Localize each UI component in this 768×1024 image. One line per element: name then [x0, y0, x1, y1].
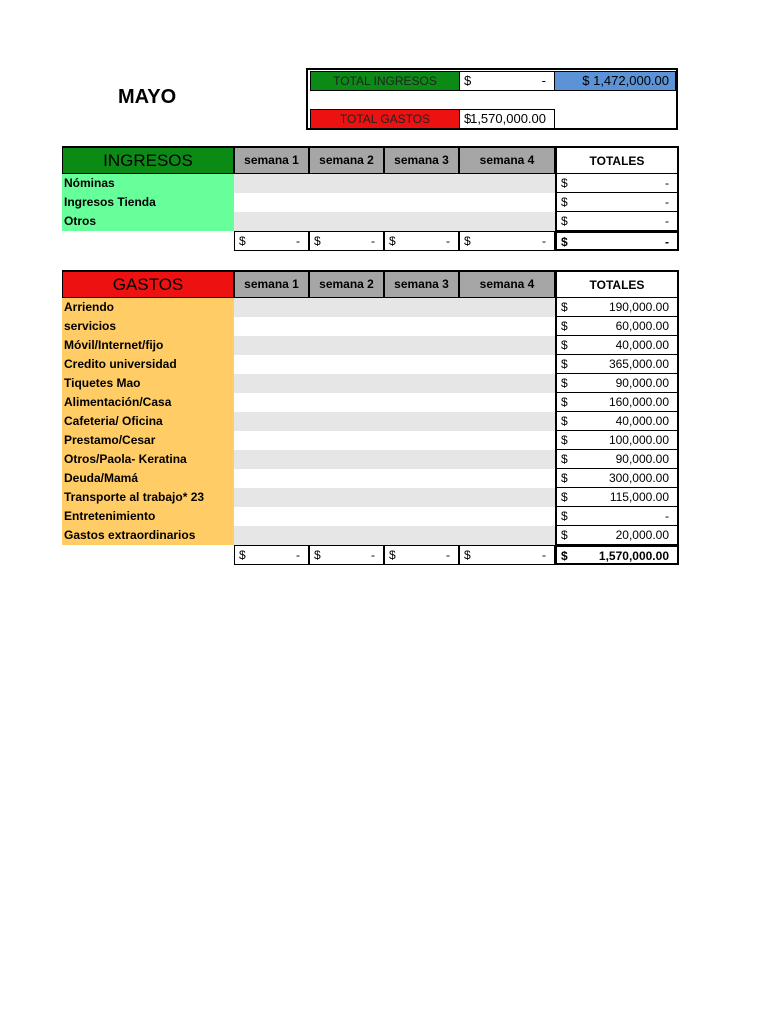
gastos-week-cells[interactable]	[234, 488, 555, 507]
net-total-cell[interactable]: $ 1,472,000.00	[554, 71, 676, 91]
gastos-row-label: Transporte al trabajo* 23	[64, 490, 205, 504]
currency-symbol: $	[561, 319, 568, 333]
ingresos-row-total[interactable]	[555, 174, 679, 193]
gastos-header-semana-3: semana 3	[384, 270, 459, 298]
gastos-row-total[interactable]	[555, 469, 679, 488]
gastos-week-cells[interactable]	[234, 374, 555, 393]
ingresos-row-label: Otros	[64, 214, 97, 228]
gastos-section-title: GASTOS	[62, 270, 234, 298]
gastos-footer-semana-1[interactable]	[234, 545, 309, 565]
ingresos-header-semana-4: semana 4	[459, 146, 555, 174]
ingresos-footer-total[interactable]	[555, 231, 679, 251]
gastos-row-total[interactable]	[555, 526, 679, 545]
gastos-row-label: Gastos extraordinarios	[64, 528, 196, 542]
currency-symbol: $	[561, 300, 568, 314]
row-total-value: -	[665, 195, 669, 209]
footer-week-value: -	[446, 234, 450, 248]
ingresos-footer-semana-4[interactable]	[459, 231, 555, 251]
gastos-footer-semana-2[interactable]	[309, 545, 384, 565]
footer-week-value: -	[542, 548, 546, 562]
gastos-row-total[interactable]	[555, 412, 679, 431]
month-title: MAYO	[118, 86, 177, 108]
gastos-row-total[interactable]	[555, 336, 679, 355]
gastos-row-total[interactable]	[555, 298, 679, 317]
footer-week-value: -	[371, 234, 375, 248]
currency-symbol: $	[389, 548, 396, 562]
ingresos-header-semana-3: semana 3	[384, 146, 459, 174]
ingresos-footer-semana-2[interactable]	[309, 231, 384, 251]
gastos-header-semana-1: semana 1	[234, 270, 309, 298]
gastos-row-label: Entretenimiento	[64, 509, 156, 523]
currency-symbol: $	[464, 234, 471, 248]
gastos-row-label: Otros/Paola- Keratina	[64, 452, 187, 466]
gastos-row-total[interactable]	[555, 450, 679, 469]
gastos-week-cells[interactable]	[234, 355, 555, 374]
row-total-value: 300,000.00	[608, 471, 669, 485]
gastos-row-label: Prestamo/Cesar	[64, 433, 156, 447]
summary-block	[306, 68, 678, 130]
ingresos-row-total[interactable]	[555, 193, 679, 212]
currency-symbol: $	[314, 234, 321, 248]
gastos-row-total[interactable]	[555, 355, 679, 374]
row-total-value: 40,000.00	[615, 414, 669, 428]
gastos-row-total[interactable]	[555, 488, 679, 507]
gastos-row-total[interactable]	[555, 374, 679, 393]
total-gastos-cell[interactable]	[459, 109, 555, 129]
gastos-header-totales: TOTALES	[555, 270, 679, 298]
gastos-row-label: Móvil/Internet/fijo	[64, 338, 164, 352]
row-total-value: -	[665, 509, 669, 523]
gastos-week-cells[interactable]	[234, 336, 555, 355]
ingresos-header-semana-2: semana 2	[309, 146, 384, 174]
gastos-footer-semana-3[interactable]	[384, 545, 459, 565]
currency-symbol: $	[561, 528, 568, 542]
footer-week-value: -	[446, 548, 450, 562]
currency-symbol: $	[561, 235, 568, 249]
ingresos-week-cells[interactable]	[234, 193, 555, 212]
currency-symbol: $	[239, 234, 246, 248]
footer-total-value: 1,570,000.00	[598, 549, 669, 563]
currency-symbol: $	[561, 509, 568, 523]
gastos-week-cells[interactable]	[234, 412, 555, 431]
ingresos-week-cells[interactable]	[234, 174, 555, 193]
currency-symbol: $	[561, 376, 568, 390]
ingresos-row-label: Ingresos Tienda	[64, 195, 156, 209]
total-gastos-value: 1,570,000.00	[470, 111, 546, 126]
currency-symbol: $	[464, 73, 472, 88]
gastos-row-label: Tiquetes Mao	[64, 376, 141, 390]
footer-week-value: -	[371, 548, 375, 562]
gastos-row-total[interactable]	[555, 507, 679, 526]
currency-symbol: $	[464, 111, 472, 126]
currency-symbol: $	[561, 214, 568, 228]
currency-symbol: $	[239, 548, 246, 562]
gastos-week-cells[interactable]	[234, 507, 555, 526]
gastos-week-cells[interactable]	[234, 393, 555, 412]
gastos-row-total[interactable]	[555, 431, 679, 450]
row-total-value: 90,000.00	[615, 376, 669, 390]
row-total-value: 40,000.00	[615, 338, 669, 352]
gastos-week-cells[interactable]	[234, 526, 555, 545]
gastos-footer-semana-4[interactable]	[459, 545, 555, 565]
total-gastos-label: TOTAL GASTOS	[310, 109, 460, 129]
currency-symbol: $	[561, 176, 568, 190]
footer-week-value: -	[296, 548, 300, 562]
gastos-header-semana-2: semana 2	[309, 270, 384, 298]
total-ingresos-value: -	[541, 73, 546, 88]
row-total-value: 90,000.00	[615, 452, 669, 466]
footer-total-value: -	[665, 235, 669, 249]
gastos-week-cells[interactable]	[234, 298, 555, 317]
gastos-row-total[interactable]	[555, 393, 679, 412]
gastos-row-total[interactable]	[555, 317, 679, 336]
gastos-week-cells[interactable]	[234, 431, 555, 450]
row-total-value: 190,000.00	[608, 300, 669, 314]
footer-week-value: -	[542, 234, 546, 248]
ingresos-section-title: INGRESOS	[62, 146, 234, 174]
gastos-week-cells[interactable]	[234, 317, 555, 336]
gastos-row-label: Credito universidad	[64, 357, 177, 371]
currency-symbol: $	[561, 357, 568, 371]
currency-symbol: $	[389, 234, 396, 248]
currency-symbol: $	[561, 471, 568, 485]
currency-symbol: $	[561, 452, 568, 466]
currency-symbol: $	[464, 548, 471, 562]
row-total-value: 20,000.00	[615, 528, 669, 542]
gastos-header-semana-4: semana 4	[459, 270, 555, 298]
total-ingresos-label: TOTAL INGRESOS	[310, 71, 460, 91]
row-total-value: 100,000.00	[608, 433, 669, 447]
row-total-value: 160,000.00	[608, 395, 669, 409]
gastos-row-label: servicios	[64, 319, 117, 333]
currency-symbol: $	[561, 433, 568, 447]
row-total-value: 365,000.00	[608, 357, 669, 371]
footer-week-value: -	[296, 234, 300, 248]
row-total-value: -	[665, 176, 669, 190]
row-total-value: 115,000.00	[609, 490, 669, 504]
ingresos-header-totales: TOTALES	[555, 146, 679, 174]
total-ingresos-cell[interactable]	[459, 71, 555, 91]
ingresos-footer-semana-3[interactable]	[384, 231, 459, 251]
currency-symbol: $	[561, 549, 568, 563]
ingresos-row-total[interactable]	[555, 212, 679, 231]
ingresos-week-cells[interactable]	[234, 212, 555, 231]
gastos-row-label: Arriendo	[64, 300, 115, 314]
gastos-row-label: Alimentación/Casa	[64, 395, 172, 409]
gastos-row-label: Cafeteria/ Oficina	[64, 414, 163, 428]
row-total-value: -	[665, 214, 669, 228]
gastos-footer-total[interactable]	[555, 545, 679, 565]
row-total-value: 60,000.00	[615, 319, 669, 333]
ingresos-row-label: Nóminas	[64, 176, 115, 190]
currency-symbol: $	[561, 195, 568, 209]
currency-symbol: $	[561, 395, 568, 409]
gastos-week-cells[interactable]	[234, 469, 555, 488]
currency-symbol: $	[561, 414, 568, 428]
currency-symbol: $	[561, 490, 568, 504]
gastos-week-cells[interactable]	[234, 450, 555, 469]
ingresos-footer-semana-1[interactable]	[234, 231, 309, 251]
gastos-row-label: Deuda/Mamá	[64, 471, 139, 485]
currency-symbol: $	[561, 338, 568, 352]
currency-symbol: $	[314, 548, 321, 562]
ingresos-header-semana-1: semana 1	[234, 146, 309, 174]
